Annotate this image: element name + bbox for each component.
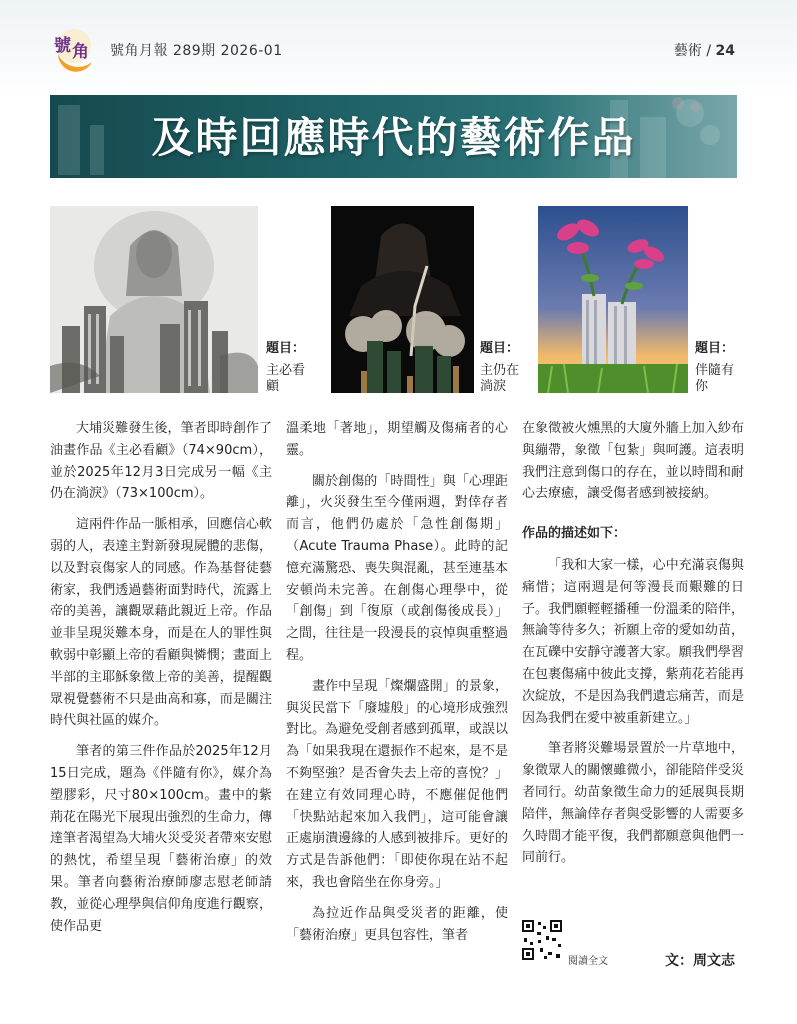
paragraph: 「我和大家一樣，心中充滿哀傷與痛惜；這兩週是何等漫長而艱難的日子。我們願輕輕播種一份溫柔的陪伴，無論等待多久；祈願上帝的愛如幼苗，在瓦礫中安靜守護著大家。願我們學習在包裹傷痛中彼此支撐，紫荊花若能再次綻放，不是因為我們遺忘痛苦，而是因為我們在愛中被重新建立。」 xyxy=(522,557,744,726)
paragraph: 畫作中呈現「燦爛盛開」的景象，與災民當下「廢墟般」的心境形成強烈對比。為避免受創者感到孤單，或誤以為「如果我現在還振作不起來，是不是不夠堅強？是否會失去上帝的喜悅？」在建立有效同理心時，不應催促他們「快點站起來加入我們」，這可能會讓正處崩潰邊緣的人感到被排斥。更好的方式是告訴他們：「即使你現在站不起來，我也會陪坐在你身旁。」 xyxy=(286,678,508,890)
caption-text: 主必看顧 xyxy=(266,363,306,394)
author-credit: 文：周文志 xyxy=(665,953,735,969)
page-number: 24 xyxy=(715,43,735,59)
section-label: 藝術 / xyxy=(673,43,712,59)
artwork-image-1 xyxy=(50,206,258,393)
article-column-3 xyxy=(522,418,744,878)
paragraph: 大埔災難發生後，筆者即時創作了油畫作品《主必看顧》（74×90cm），並於2025年12月3日完成另一幅《主仍在淌淚》（73×100cm）。 xyxy=(50,421,272,502)
artwork-caption-2 xyxy=(480,341,530,395)
paragraph: 關於創傷的「時間性」與「心理距離」，火災發生至今僅兩週，對倖存者而言，他們仍處於「急性創傷期」（Acute Trauma Phase）。此時的記憶充滿驚恐、喪失與混亂，甚至連基本安頓尚未完善。在創傷心理學中，從「創傷」到「復原（或創傷後成長）」之間，往往是一段漫長的哀悼與重整過程。 xyxy=(286,473,508,663)
title-banner xyxy=(50,95,737,178)
page-marker xyxy=(674,40,735,60)
paragraph: 為拉近作品與受災者的距離，使「藝術治療」更具包容性，筆者 xyxy=(286,905,508,943)
artwork-caption-3 xyxy=(695,341,743,395)
caption-title: 題目： xyxy=(695,341,735,356)
magazine-logo xyxy=(48,24,98,74)
artwork-image-2 xyxy=(331,206,474,393)
qr-code[interactable] xyxy=(520,918,564,962)
article-column-2 xyxy=(286,418,508,955)
article-column-1 xyxy=(50,418,272,946)
paragraph: 溫柔地「著地」，期望觸及傷痛者的心靈。 xyxy=(286,421,508,458)
qr-code-label: 閱讀全文 xyxy=(568,956,608,967)
artwork-caption-1 xyxy=(266,341,316,395)
caption-text: 主仍在淌淚 xyxy=(480,363,520,394)
caption-title: 題目： xyxy=(266,341,306,356)
svg-text:號: 號 xyxy=(54,36,71,56)
section-heading: 作品的描述如下： xyxy=(522,526,627,542)
caption-title: 題目： xyxy=(480,341,520,356)
paragraph: 筆者將災難場景置於一片草地中，象徵眾人的關懷雖微小，卻能陪伴受災者同行。幼苗象徵生命力的延展與長期陪伴，無論倖存者與受影響的人需要多久時間才能平復，我們都願意與他們一同前行。 xyxy=(522,741,744,866)
svg-text:角: 角 xyxy=(72,42,89,62)
paragraph: 筆者的第三件作品於2025年12月15日完成，題為《伴隨有你》，媒介為塑膠彩，尺寸80×100cm。畫中的紫荊花在陽光下展現出強烈的生命力，傳達筆者渴望為大埔火災受災者帶來安慰的熱忱，希望呈現「藝術治療」的效果。筆者向藝術治療師廖志慰老師請教，並從心理學與信仰角度進行觀察，使作品更 xyxy=(50,744,272,934)
publication-info: 號角月報 289期 2026-01 xyxy=(110,43,283,59)
caption-text: 伴隨有你 xyxy=(695,363,735,394)
paragraph: 在象徵被火燻黑的大廈外牆上加入紗布與繃帶，象徵「包紮」與呵護。這表明我們注意到傷口的存在，並以時間和耐心去療癒，讓受傷者感到被接納。 xyxy=(522,421,744,502)
paragraph: 這兩件作品一脈相承，回應信心軟弱的人，表達主對新發現屍體的悲傷，以及對哀傷家人的同感。作為基督徒藝術家，我們透過藝術面對時代，流露上帝的美善，讓觀眾藉此親近上帝。作品並非呈現災難本身，而是在人的罪性與軟弱中彰顯上帝的看顧與憐憫；畫面上半部的主耶穌象徵上帝的美善，提醒觀眾視覺藝術不只是曲高和寡，而是關注時代與社區的媒介。 xyxy=(50,517,272,729)
page-title: 及時回應時代的藝術作品 xyxy=(151,113,636,162)
artwork-image-3 xyxy=(538,206,688,393)
